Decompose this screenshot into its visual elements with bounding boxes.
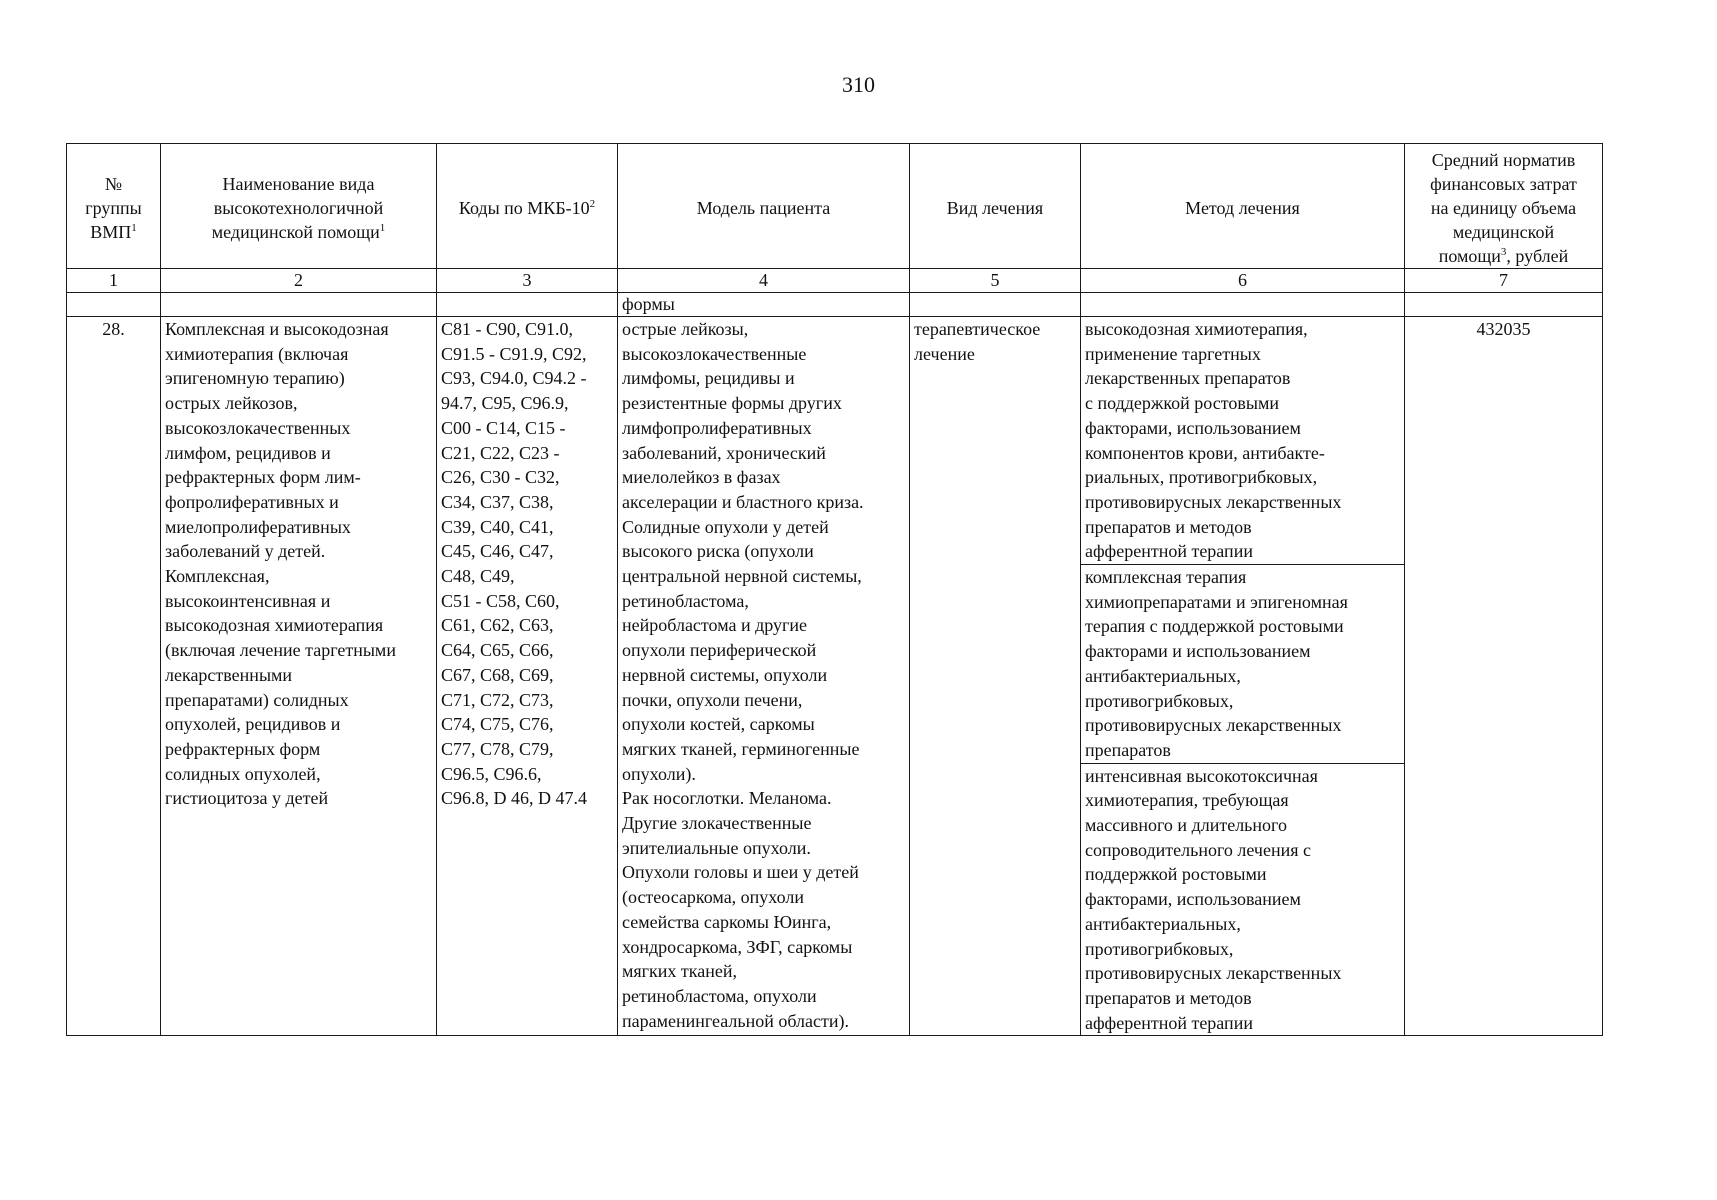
page-number: 310 [842, 72, 875, 97]
patient-model: острые лейкозы, высокозлокачественные лимфомы, рецидивы и резистентные формы других лимфопролиферативных заболеваний, хронический миелолейкоз в фазах акселерации и бластного криза. Солидные опухоли у детей высокого риска (опухоли центральной нервной системы, ретинобластома, нейробластома и другие опухоли периферической нервной системы, опухоли почки, опухоли печени, опухоли костей, саркомы мягких тканей, герминогенные опухоли). Рак носоглотки. Меланома. Другие злокачественные эпителиальные опухоли. Опухоли головы и шеи у детей (остеосаркома, опухоли семейства саркомы Юинга, хондросаркома, ЗФГ, саркомы мягких тканей, ретинобластома, опухоли параменингеальной области). [618, 317, 910, 1036]
column-number: 7 [1405, 269, 1603, 293]
header-care-type-name: Наименование вида высокотехнологичной медицинской помощи$^1$ [161, 144, 437, 269]
cell-empty [910, 293, 1081, 317]
column-number: 1 [67, 269, 161, 293]
header-average-cost: Средний норматив финансовых затрат на единицу объема медицинской помощи$^3$, рублей [1405, 144, 1603, 269]
cell-empty [1405, 293, 1603, 317]
cell-empty [1081, 293, 1405, 317]
header-patient-model: Модель пациента [618, 144, 910, 269]
header-treatment-method: Метод лечения [1081, 144, 1405, 269]
column-number: 4 [618, 269, 910, 293]
continuation-row [67, 293, 1603, 317]
continuation-text: формы [618, 293, 910, 317]
average-cost: 432035 [1405, 317, 1603, 1036]
vmp-table [66, 143, 1603, 1036]
cell-empty [437, 293, 618, 317]
row-number: 28. [67, 317, 161, 1036]
treatment-methods [1081, 317, 1405, 1036]
treatment-method-3: интенсивная высокотоксичная химиотерапия, требующая массивного и длительного сопроводительного лечения с поддержкой ростовыми факторами, использованием антибактериальных, противогрибковых, противовирусных лекарственных препаратов и методов афферентной терапии [1081, 763, 1404, 1036]
header-group-number: № группы ВМП$^1$ [67, 144, 161, 269]
header-treatment-type: Вид лечения [910, 144, 1081, 269]
cell-empty [161, 293, 437, 317]
icd-codes: C81 - C90, C91.0, C91.5 - C91.9, C92, C93, C94.0, C94.2 - 94.7, C95, C96.9, C00 - C14, C15 - C21, C22, C23 - C26, C30 - C32, C34, C37, C38, C39, C40, C41, C45, C46, C47, C48, C49, C51 - C58, C60, C61, C62, C63, C64, C65, C66, C67, C68, C69, C71, C72, C73, C74, C75, C76, C77, C78, C79, C96.5, C96.6, C96.8, D 46, D 47.4 [437, 317, 618, 1036]
header-icd-codes: Коды по МКБ-$10^2$ [437, 144, 618, 269]
column-number-row [67, 269, 1603, 293]
treatment-type: терапевтическое лечение [910, 317, 1081, 1036]
treatment-method-1: высокодозная химиотерапия, применение таргетных лекарственных препаратов с поддержкой ростовыми факторами, использованием компонентов крови, антибакте- риальных, противогрибковых, противовирусных лекарственных препаратов и методов афферентной терапии [1085, 319, 1342, 562]
column-number: 3 [437, 269, 618, 293]
column-number: 2 [161, 269, 437, 293]
treatment-method-2: комплексная терапия химиопрепаратами и эпигеномная терапия с поддержкой ростовыми факторами и использованием антибактериальных, противогрибковых, противовирусных лекарственных препаратов [1081, 564, 1404, 763]
column-number: 6 [1081, 269, 1405, 293]
cell-empty [67, 293, 161, 317]
column-number: 5 [910, 269, 1081, 293]
table-row [67, 317, 1603, 1036]
header-row [67, 144, 1603, 269]
care-type-name: Комплексная и высокодозная химиотерапия (включая эпигеномную терапию) острых лейкозов, высокозлокачественных лимфом, рецидивов и рефрактерных форм лим- фопролиферативных и миелопролиферативных заболеваний у детей. Комплексная, высокоинтенсивная и высокодозная химиотерапия (включая лечение таргетными лекарственными препаратами) солидных опухолей, рецидивов и рефрактерных форм солидных опухолей, гистиоцитоза у детей [161, 317, 437, 1036]
